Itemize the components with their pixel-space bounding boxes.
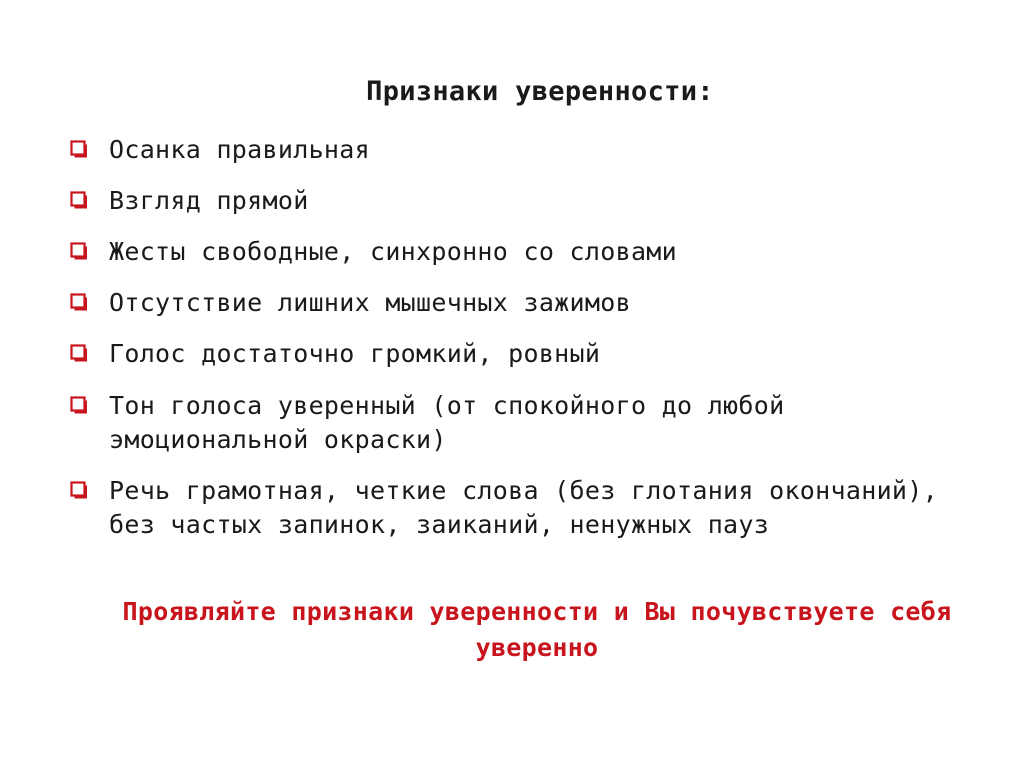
checkbox-square-icon xyxy=(70,293,88,311)
checkbox-square-icon xyxy=(70,396,88,414)
conclusion-text: Проявляйте признаки уверенности и Вы почувствуете себя уверенно xyxy=(122,597,952,662)
list-item xyxy=(70,184,990,218)
checkbox-square-icon xyxy=(70,242,88,260)
list-item xyxy=(70,286,990,320)
list-item xyxy=(70,235,990,269)
checkbox-square-icon xyxy=(70,344,88,362)
list-item xyxy=(70,474,990,542)
list-item-text: Взгляд прямой xyxy=(109,186,309,215)
list-item xyxy=(70,337,990,371)
list-item-text: Тон голоса уверенный (от спокойного до любой эмоциональной окраски) xyxy=(109,391,800,454)
list-item xyxy=(70,389,990,457)
list-item-text: Осанка правильная xyxy=(109,135,370,164)
checkbox-square-icon xyxy=(70,140,88,158)
list-item-text: Речь грамотная, четкие слова (без глотания окончаний), без частых запинок, заиканий, ненужных пауз xyxy=(109,476,954,539)
checkbox-square-icon xyxy=(70,481,88,499)
slide-title: Признаки уверенности: xyxy=(366,76,714,107)
checkbox-square-icon xyxy=(70,191,88,209)
list-item xyxy=(70,133,990,167)
list-item-text: Отсутствие лишних мышечных зажимов xyxy=(109,288,631,317)
list-item-text: Жесты свободные, синхронно со словами xyxy=(109,237,677,266)
list-item-text: Голос достаточно громкий, ровный xyxy=(109,339,601,368)
